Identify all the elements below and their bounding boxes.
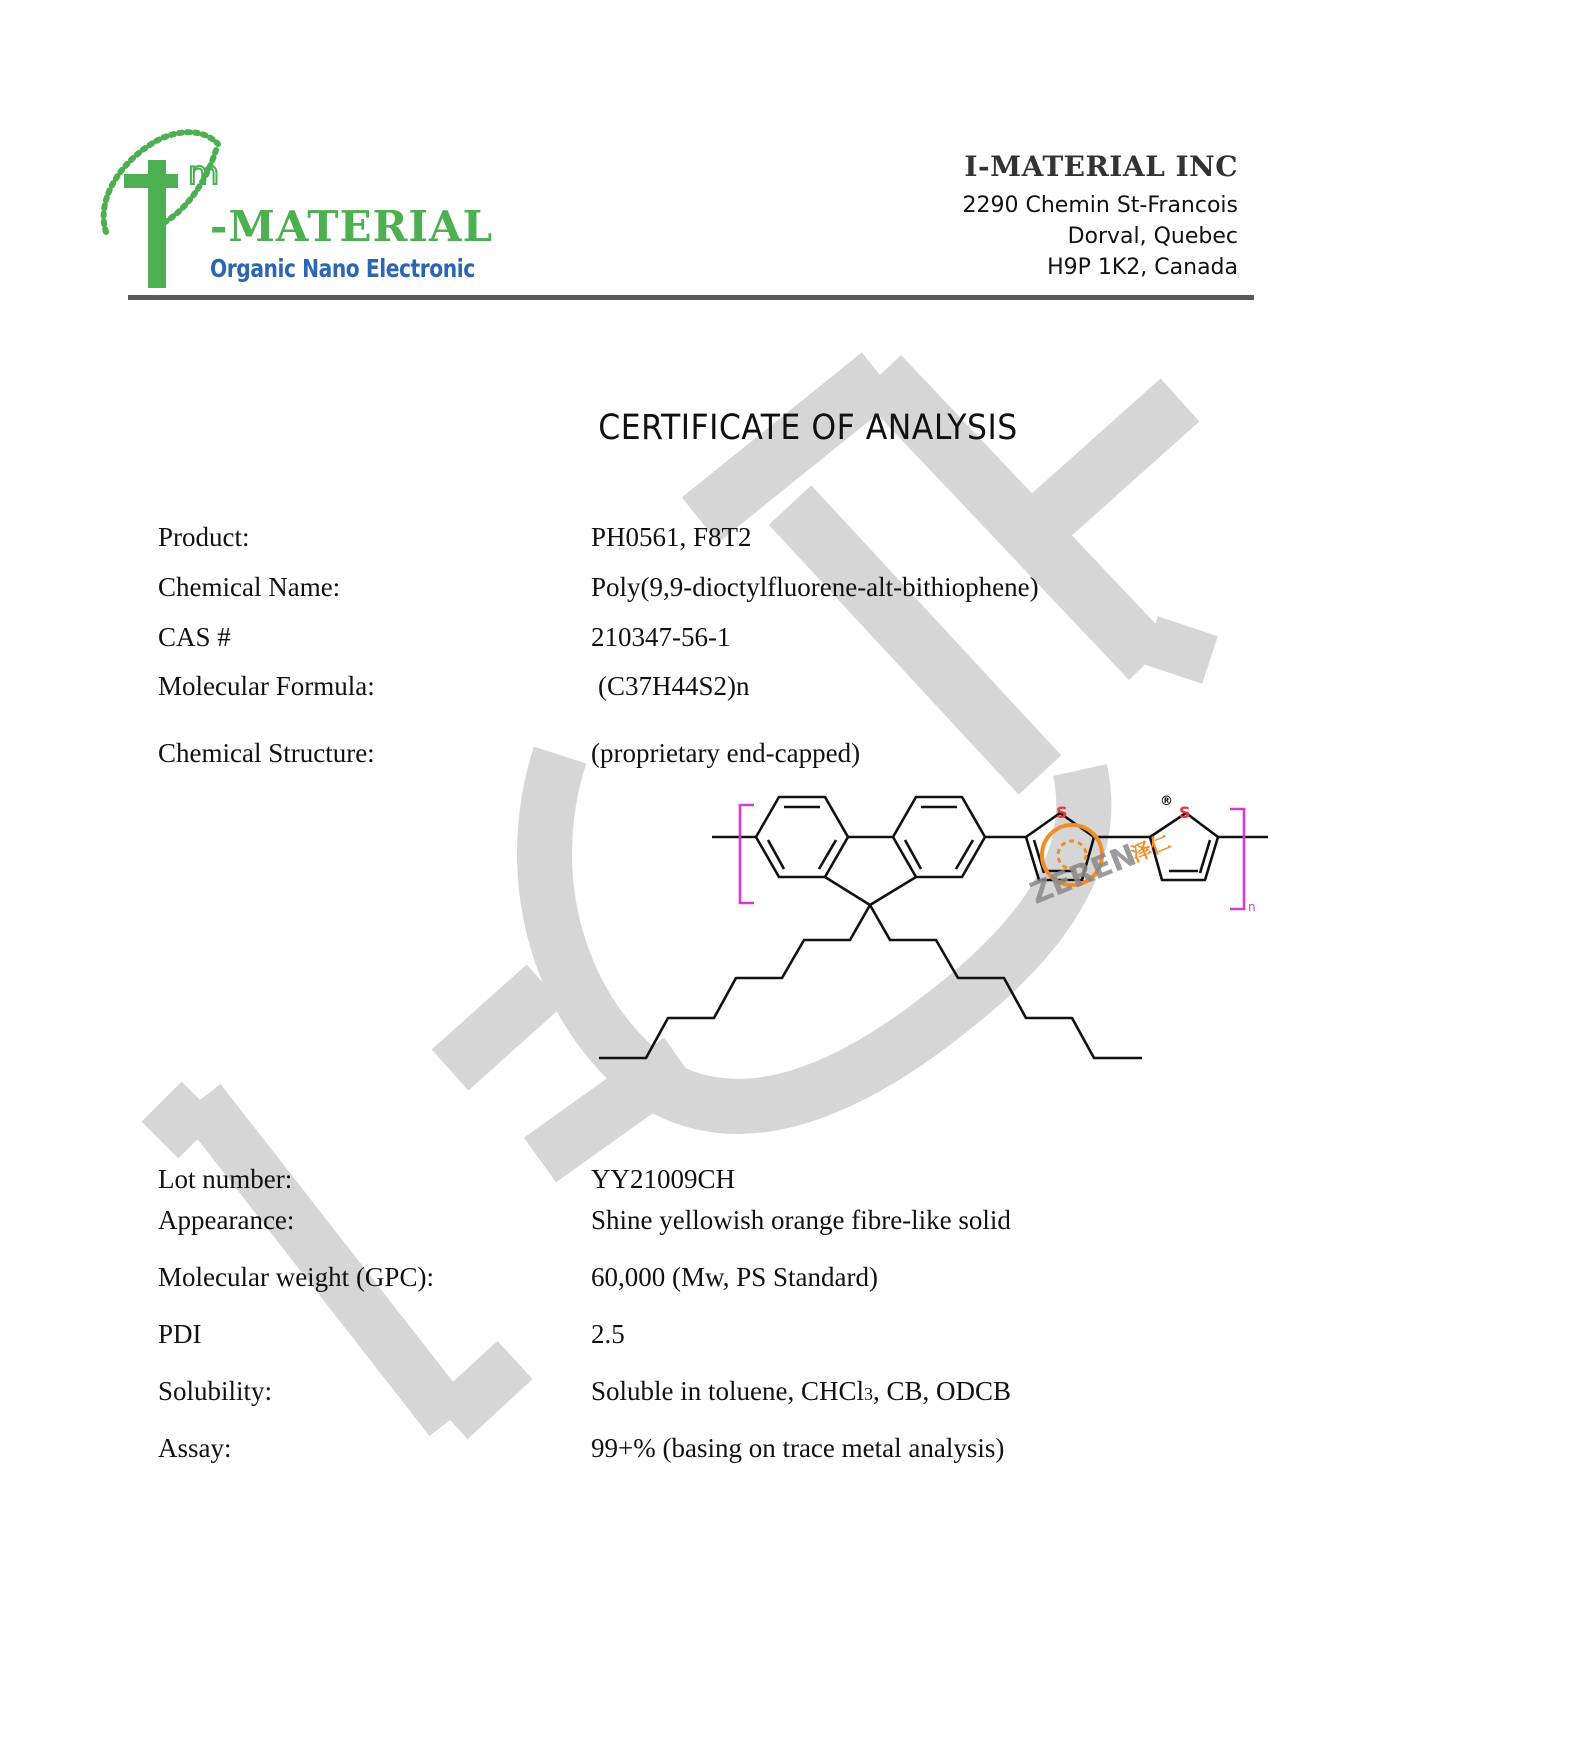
sulfur-atom-2: S — [1179, 803, 1191, 822]
appearance-label: Appearance: — [158, 1205, 295, 1235]
structure-value: (proprietary end-capped) — [591, 738, 861, 768]
chemical-name-label: Chemical Name: — [158, 572, 341, 602]
cas-label: CAS # — [158, 622, 231, 652]
document-title: CERTIFICATE OF ANALYSIS — [598, 408, 1018, 448]
solubility-label: Solubility: — [158, 1376, 273, 1406]
header-divider — [128, 295, 1254, 300]
sulfur-atom-1: S — [1056, 803, 1068, 822]
pdi-value: 2.5 — [591, 1319, 625, 1349]
formula-label: Molecular Formula: — [158, 671, 375, 701]
company-logo — [98, 122, 518, 297]
registered-mark: ® — [1160, 794, 1173, 809]
lot-label: Lot number: — [158, 1164, 293, 1194]
lot-value: YY21009CH — [591, 1164, 736, 1194]
address-line-3: H9P 1K2, Canada — [1047, 255, 1238, 280]
chemical-structure-diagram — [594, 785, 1274, 1075]
assay-value: 99+% (basing on trace metal analysis) — [591, 1433, 1005, 1463]
molecular-weight-value: 60,000 (Mw, PS Standard) — [591, 1262, 878, 1292]
zeren-stamp-icon — [1025, 794, 1175, 912]
address-line-2: Dorval, Quebec — [1067, 224, 1238, 249]
solubility-text: Soluble in toluene, CHCl — [591, 1376, 864, 1406]
stamp-chinese-text: 泽仁 — [1127, 829, 1174, 867]
solubility-text-rest: , CB, ODCB — [873, 1376, 1012, 1406]
appearance-value: Shine yellowish orange fibre-like solid — [591, 1205, 1011, 1235]
solubility-value — [591, 1376, 1011, 1407]
assay-label: Assay: — [158, 1433, 232, 1463]
company-name: I-MATERIAL INC — [964, 150, 1238, 183]
product-value: PH0561, F8T2 — [591, 522, 752, 552]
structure-label: Chemical Structure: — [158, 738, 375, 768]
solubility-subscript: 3 — [864, 1384, 873, 1404]
molecular-weight-label: Molecular weight (GPC): — [158, 1262, 434, 1292]
chemical-name-value: Poly(9,9-dioctylfluorene-alt-bithiophene) — [591, 572, 1039, 602]
product-label: Product: — [158, 522, 250, 552]
address-line-1: 2290 Chemin St-Francois — [962, 193, 1238, 218]
logo-name: -MATERIAL — [210, 202, 494, 251]
stamp-text: ZEREN — [1025, 837, 1142, 912]
logo-tagline: Organic Nano Electronic — [210, 254, 475, 283]
svg-text:m: m — [188, 154, 220, 192]
cas-value: 210347-56-1 — [591, 622, 731, 652]
formula-value: (C37H44S2)n — [598, 671, 750, 701]
repeat-unit-subscript: n — [1248, 900, 1256, 914]
pdi-label: PDI — [158, 1319, 202, 1349]
